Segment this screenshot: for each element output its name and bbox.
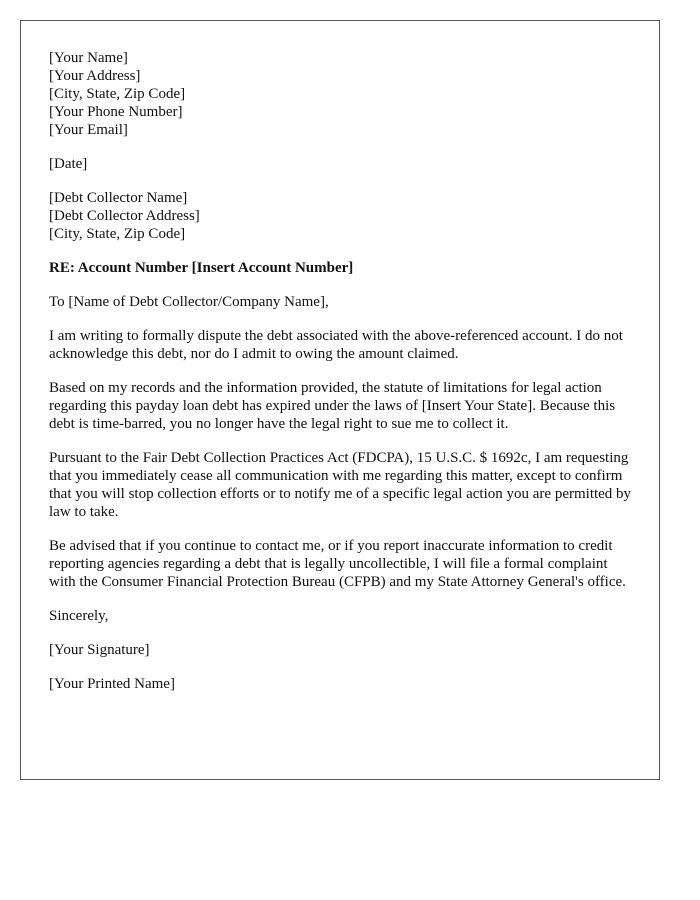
paragraph-dispute: I am writing to formally dispute the debt associated with the above-referenced account. I do not acknowledge this debt, nor do I admit to owing the amount claimed. [49, 328, 623, 362]
sender-email: [Your Email] [49, 122, 128, 138]
letter-body [49, 49, 634, 709]
sender-city-state-zip: [City, State, Zip Code] [49, 86, 186, 102]
sender-phone: [Your Phone Number] [49, 104, 183, 120]
sender-name: [Your Name] [49, 50, 128, 66]
signature-placeholder: [Your Signature] [49, 642, 150, 658]
paragraph-cease-communication: Pursuant to the Fair Debt Collection Practices Act (FDCPA), 15 U.S.C. $ 1692c, I am requesting that you immediately cease all communication with me regarding this matter, except to confirm that you will stop collection efforts or to notify me of a specific legal action you are permitted by law to take. [49, 450, 632, 520]
recipient-block [49, 189, 634, 243]
paragraph-statute-of-limitations: Based on my records and the information provided, the statute of limitations for legal action regarding this payday loan debt has expired under the laws of [Insert Your State]. Because this debt is time-barred, you no longer have the legal right to sue me to collect it. [49, 380, 616, 432]
recipient-address: [Debt Collector Address] [49, 208, 200, 224]
subject-line: RE: Account Number [Insert Account Number] [49, 260, 354, 276]
sender-block [49, 49, 634, 139]
recipient-city-state-zip: [City, State, Zip Code] [49, 226, 186, 242]
recipient-name: [Debt Collector Name] [49, 190, 188, 206]
salutation: To [Name of Debt Collector/Company Name], [49, 294, 329, 310]
paragraph-warning: Be advised that if you continue to contact me, or if you report inaccurate information to credit reporting agencies regarding a debt that is legally uncollectible, I will file a formal complaint with the Consumer Financial Protection Bureau (CFPB) and my State Attorney General's office. [49, 538, 626, 590]
letter-date: [Date] [49, 156, 88, 172]
letter-page [20, 20, 660, 780]
closing: Sincerely, [49, 608, 109, 624]
printed-name: [Your Printed Name] [49, 676, 175, 692]
sender-address: [Your Address] [49, 68, 141, 84]
